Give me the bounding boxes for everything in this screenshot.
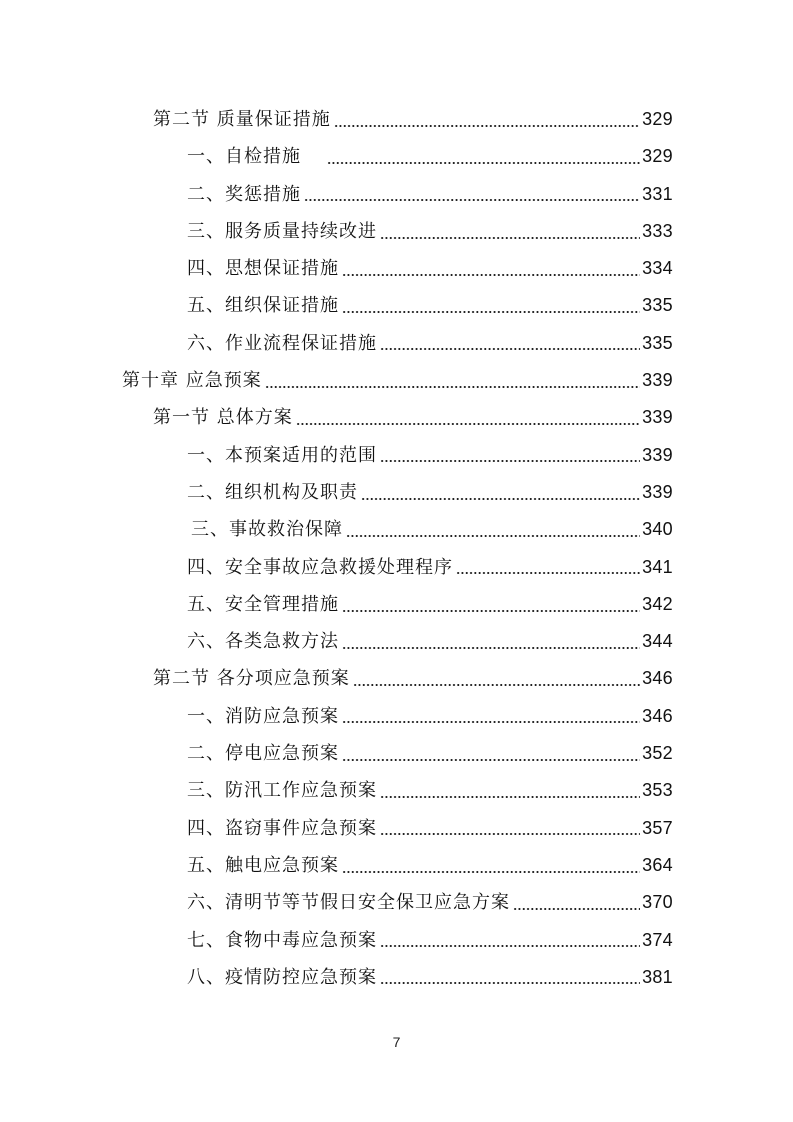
toc-entry-page: 333	[642, 220, 673, 241]
toc-entry-title: 五、触电应急预案	[187, 854, 339, 876]
toc-entry-page: 364	[642, 854, 673, 875]
toc-entry-title: 四、盗窃事件应急预案	[187, 817, 377, 839]
dot-leader	[342, 758, 640, 762]
dot-leader	[361, 497, 640, 501]
dot-leader	[380, 981, 640, 985]
dot-leader	[342, 609, 640, 613]
toc-entry[interactable]	[0, 549, 793, 586]
toc-entry-page: 329	[642, 109, 673, 129]
toc-entry-page: 381	[642, 966, 673, 987]
toc-entry-page: 339	[642, 370, 673, 391]
toc-entry[interactable]	[0, 437, 793, 474]
toc-entry-page: 346	[642, 705, 673, 726]
toc-entry-title: 三、事故救治保障	[191, 519, 343, 541]
toc-entry-title: 第一节 总体方案	[153, 407, 293, 429]
toc-entry-title: 第十章 应急预案	[122, 370, 262, 392]
toc-entry[interactable]	[0, 772, 793, 809]
toc-entry-page: 334	[642, 258, 673, 279]
toc-entry[interactable]	[0, 399, 793, 436]
dot-leader	[327, 161, 640, 165]
toc-entry-page: 339	[642, 444, 673, 465]
toc-entry[interactable]	[0, 959, 793, 996]
toc-entry-title: 第二节 质量保证措施	[153, 109, 331, 130]
dot-leader	[353, 683, 640, 687]
toc-entry-title: 七、食物中毒应急预案	[187, 929, 377, 951]
toc-entry-title: 一、本预案适用的范围	[187, 444, 377, 466]
toc-entry-title: 六、各类急救方法	[187, 631, 339, 653]
dot-leader	[380, 347, 640, 351]
toc-entry-title: 三、防汛工作应急预案	[187, 780, 377, 802]
toc-entry-title: 八、疫情防控应急预案	[187, 966, 377, 988]
toc-entry[interactable]	[0, 735, 793, 772]
dot-leader	[380, 236, 640, 240]
dot-leader	[342, 870, 640, 874]
toc-entry-title: 一、消防应急预案	[187, 705, 339, 727]
page-number: 7	[392, 1034, 401, 1050]
toc-entry[interactable]	[0, 511, 793, 548]
toc-entry[interactable]	[0, 287, 793, 324]
toc-entry-title: 一、自检措施	[187, 146, 301, 168]
dot-leader	[304, 198, 640, 202]
toc-entry[interactable]	[0, 810, 793, 847]
toc-entry-title: 二、停电应急预案	[187, 743, 339, 765]
dot-leader	[513, 907, 640, 911]
toc-entry[interactable]	[0, 586, 793, 623]
toc-entry-page: 340	[642, 519, 673, 540]
toc-entry[interactable]	[0, 922, 793, 959]
dot-leader	[380, 795, 640, 799]
toc-entry-title: 五、组织保证措施	[187, 295, 339, 317]
toc-entry-page: 331	[642, 183, 673, 204]
toc-entry[interactable]	[0, 474, 793, 511]
toc-entry-page: 352	[642, 743, 673, 764]
toc-entry-title: 第二节 各分项应急预案	[153, 668, 350, 690]
toc-entry-title: 三、服务质量持续改进	[187, 220, 377, 242]
toc-entry[interactable]	[0, 623, 793, 660]
dot-leader	[334, 124, 640, 128]
toc-entry-page: 341	[642, 556, 673, 577]
dot-leader	[296, 422, 640, 426]
toc-entry[interactable]	[0, 213, 793, 250]
toc-entry[interactable]	[0, 884, 793, 921]
toc-entry[interactable]	[0, 101, 793, 138]
toc-entry[interactable]	[0, 847, 793, 884]
toc-entry-title: 二、奖惩措施	[187, 183, 301, 205]
dot-leader	[456, 571, 640, 575]
toc-entry-page: 357	[642, 817, 673, 838]
toc-entry-title: 四、思想保证措施	[187, 258, 339, 280]
toc-entry-page: 342	[642, 593, 673, 614]
dot-leader	[380, 944, 640, 948]
toc-entry[interactable]	[0, 660, 793, 697]
toc-entry-page: 346	[642, 668, 673, 689]
toc-entry-title: 六、作业流程保证措施	[187, 332, 377, 354]
toc-entry-title: 六、清明节等节假日安全保卫应急方案	[187, 892, 510, 914]
toc-entry-page: 374	[642, 929, 673, 950]
table-of-contents	[0, 101, 793, 996]
dot-leader	[342, 720, 640, 724]
dot-leader	[265, 385, 640, 389]
dot-leader	[380, 832, 640, 836]
dot-leader	[346, 534, 640, 538]
toc-entry-title: 二、组织机构及职责	[187, 481, 358, 503]
toc-entry-page: 339	[642, 481, 673, 502]
toc-entry-page: 370	[642, 892, 673, 913]
toc-entry-page: 353	[642, 780, 673, 801]
dot-leader	[380, 459, 640, 463]
toc-entry[interactable]	[0, 362, 793, 399]
toc-entry-title: 五、安全管理措施	[187, 593, 339, 615]
toc-entry-page: 329	[642, 146, 673, 167]
toc-entry-title: 四、安全事故应急救援处理程序	[187, 556, 453, 578]
toc-entry-page: 335	[642, 295, 673, 316]
toc-entry[interactable]	[0, 250, 793, 287]
dot-leader	[342, 273, 640, 277]
toc-entry[interactable]	[0, 698, 793, 735]
toc-entry[interactable]	[0, 325, 793, 362]
dot-leader	[342, 646, 640, 650]
toc-entry[interactable]	[0, 176, 793, 213]
toc-entry-page: 344	[642, 631, 673, 652]
toc-entry[interactable]	[0, 138, 793, 175]
toc-entry-page: 339	[642, 407, 673, 428]
dot-leader	[342, 310, 640, 314]
toc-entry-page: 335	[642, 332, 673, 353]
